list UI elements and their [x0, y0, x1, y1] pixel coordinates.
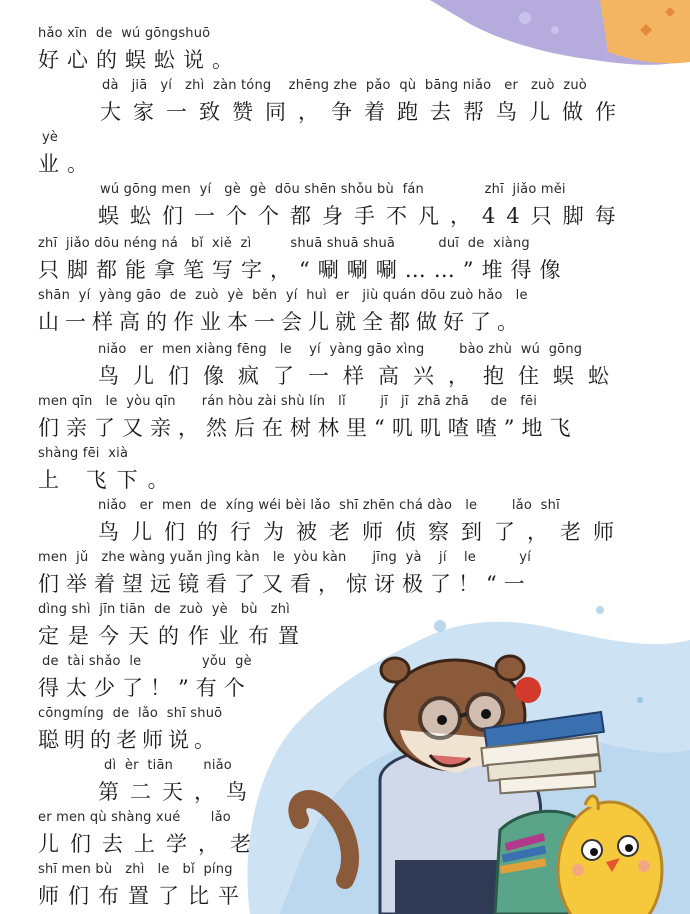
pinyin: dìng shì jīn tiān de zuò yè bù zhì — [38, 602, 290, 617]
hanzi: 得太少了！”有个 — [38, 676, 252, 700]
pinyin: men jǔ zhe wàng yuǎn jìng kàn le yòu kàn jīng yà jí le yí — [38, 550, 532, 565]
fabric-decoration-icon — [430, 0, 690, 65]
pinyin: men qīn le yòu qīn rán hòu zài shù lín lǐ jī jī zhā zhā de fēi — [38, 394, 538, 409]
hanzi: 儿们去上学，老 — [38, 832, 262, 856]
hanzi: 上 飞下。 — [38, 468, 179, 492]
pinyin: zhī jiǎo dōu néng ná bǐ xiě zì shuā shuā shuā duī de xiàng — [38, 236, 530, 251]
pinyin: niǎo er men de xíng wéi bèi lǎo shī zhēn chá dào le lǎo shī — [98, 498, 560, 513]
pinyin: hǎo xīn de wú gōngshuō — [38, 26, 211, 41]
hanzi: 第二天，鸟 — [98, 780, 258, 804]
hanzi: 鸟儿们的行为被老师侦察到了，老师 — [98, 520, 626, 544]
hanzi: 大家一致赞同，争着跑去帮鸟儿做作 — [100, 100, 628, 124]
pinyin: shī men bù zhì le bǐ píng — [38, 862, 233, 877]
hanzi: 师们布置了比平 — [38, 884, 248, 908]
pinyin: wú gōng men yí gè gè dōu shēn shǒu bù fán zhī jiǎo měi — [100, 182, 566, 197]
pinyin: yè — [42, 130, 59, 145]
hanzi: 蜈蚣们一个个都身手不凡，44只脚每 — [98, 204, 627, 228]
pinyin: cōngmíng de lǎo shī shuō — [38, 706, 223, 721]
hanzi: 好心的蜈蚣说。 — [38, 48, 241, 72]
hanzi: 只脚都能拿笔写字，“唰唰唰……”堆得像 — [38, 258, 569, 282]
pinyin: shàng fēi xià — [38, 446, 129, 461]
hanzi: 聪明的老师说。 — [38, 728, 220, 752]
pinyin: shān yí yàng gāo de zuò yè běn yí huì er jiù quán dōu zuò hǎo le — [38, 288, 528, 303]
pinyin: niǎo er men xiàng fēng le yí yàng gāo xìng bào zhù wú gōng — [98, 342, 583, 357]
hanzi: 山一样高的作业本一会儿就全都做好了。 — [38, 310, 524, 334]
hanzi: 们举着望远镜看了又看，惊讶极了！“一 — [38, 572, 532, 596]
pinyin: de tài shǎo le yǒu gè — [42, 654, 252, 669]
hanzi: 业。 — [38, 152, 96, 176]
pinyin: er men qù shàng xué lǎo — [38, 810, 231, 825]
hanzi: 定是今天的作业布置 — [38, 624, 308, 648]
pinyin: dì èr tiān niǎo — [104, 758, 232, 773]
pinyin: dà jiā yí zhì zàn tóng zhēng zhe pǎo qù bāng niǎo er zuò zuò — [102, 78, 587, 93]
hanzi: 们亲了又亲，然后在树林里“叽叽喳喳”地飞 — [38, 416, 578, 440]
hanzi: 鸟儿们像疯了一样高兴，抱住蜈蚣 — [98, 364, 623, 388]
